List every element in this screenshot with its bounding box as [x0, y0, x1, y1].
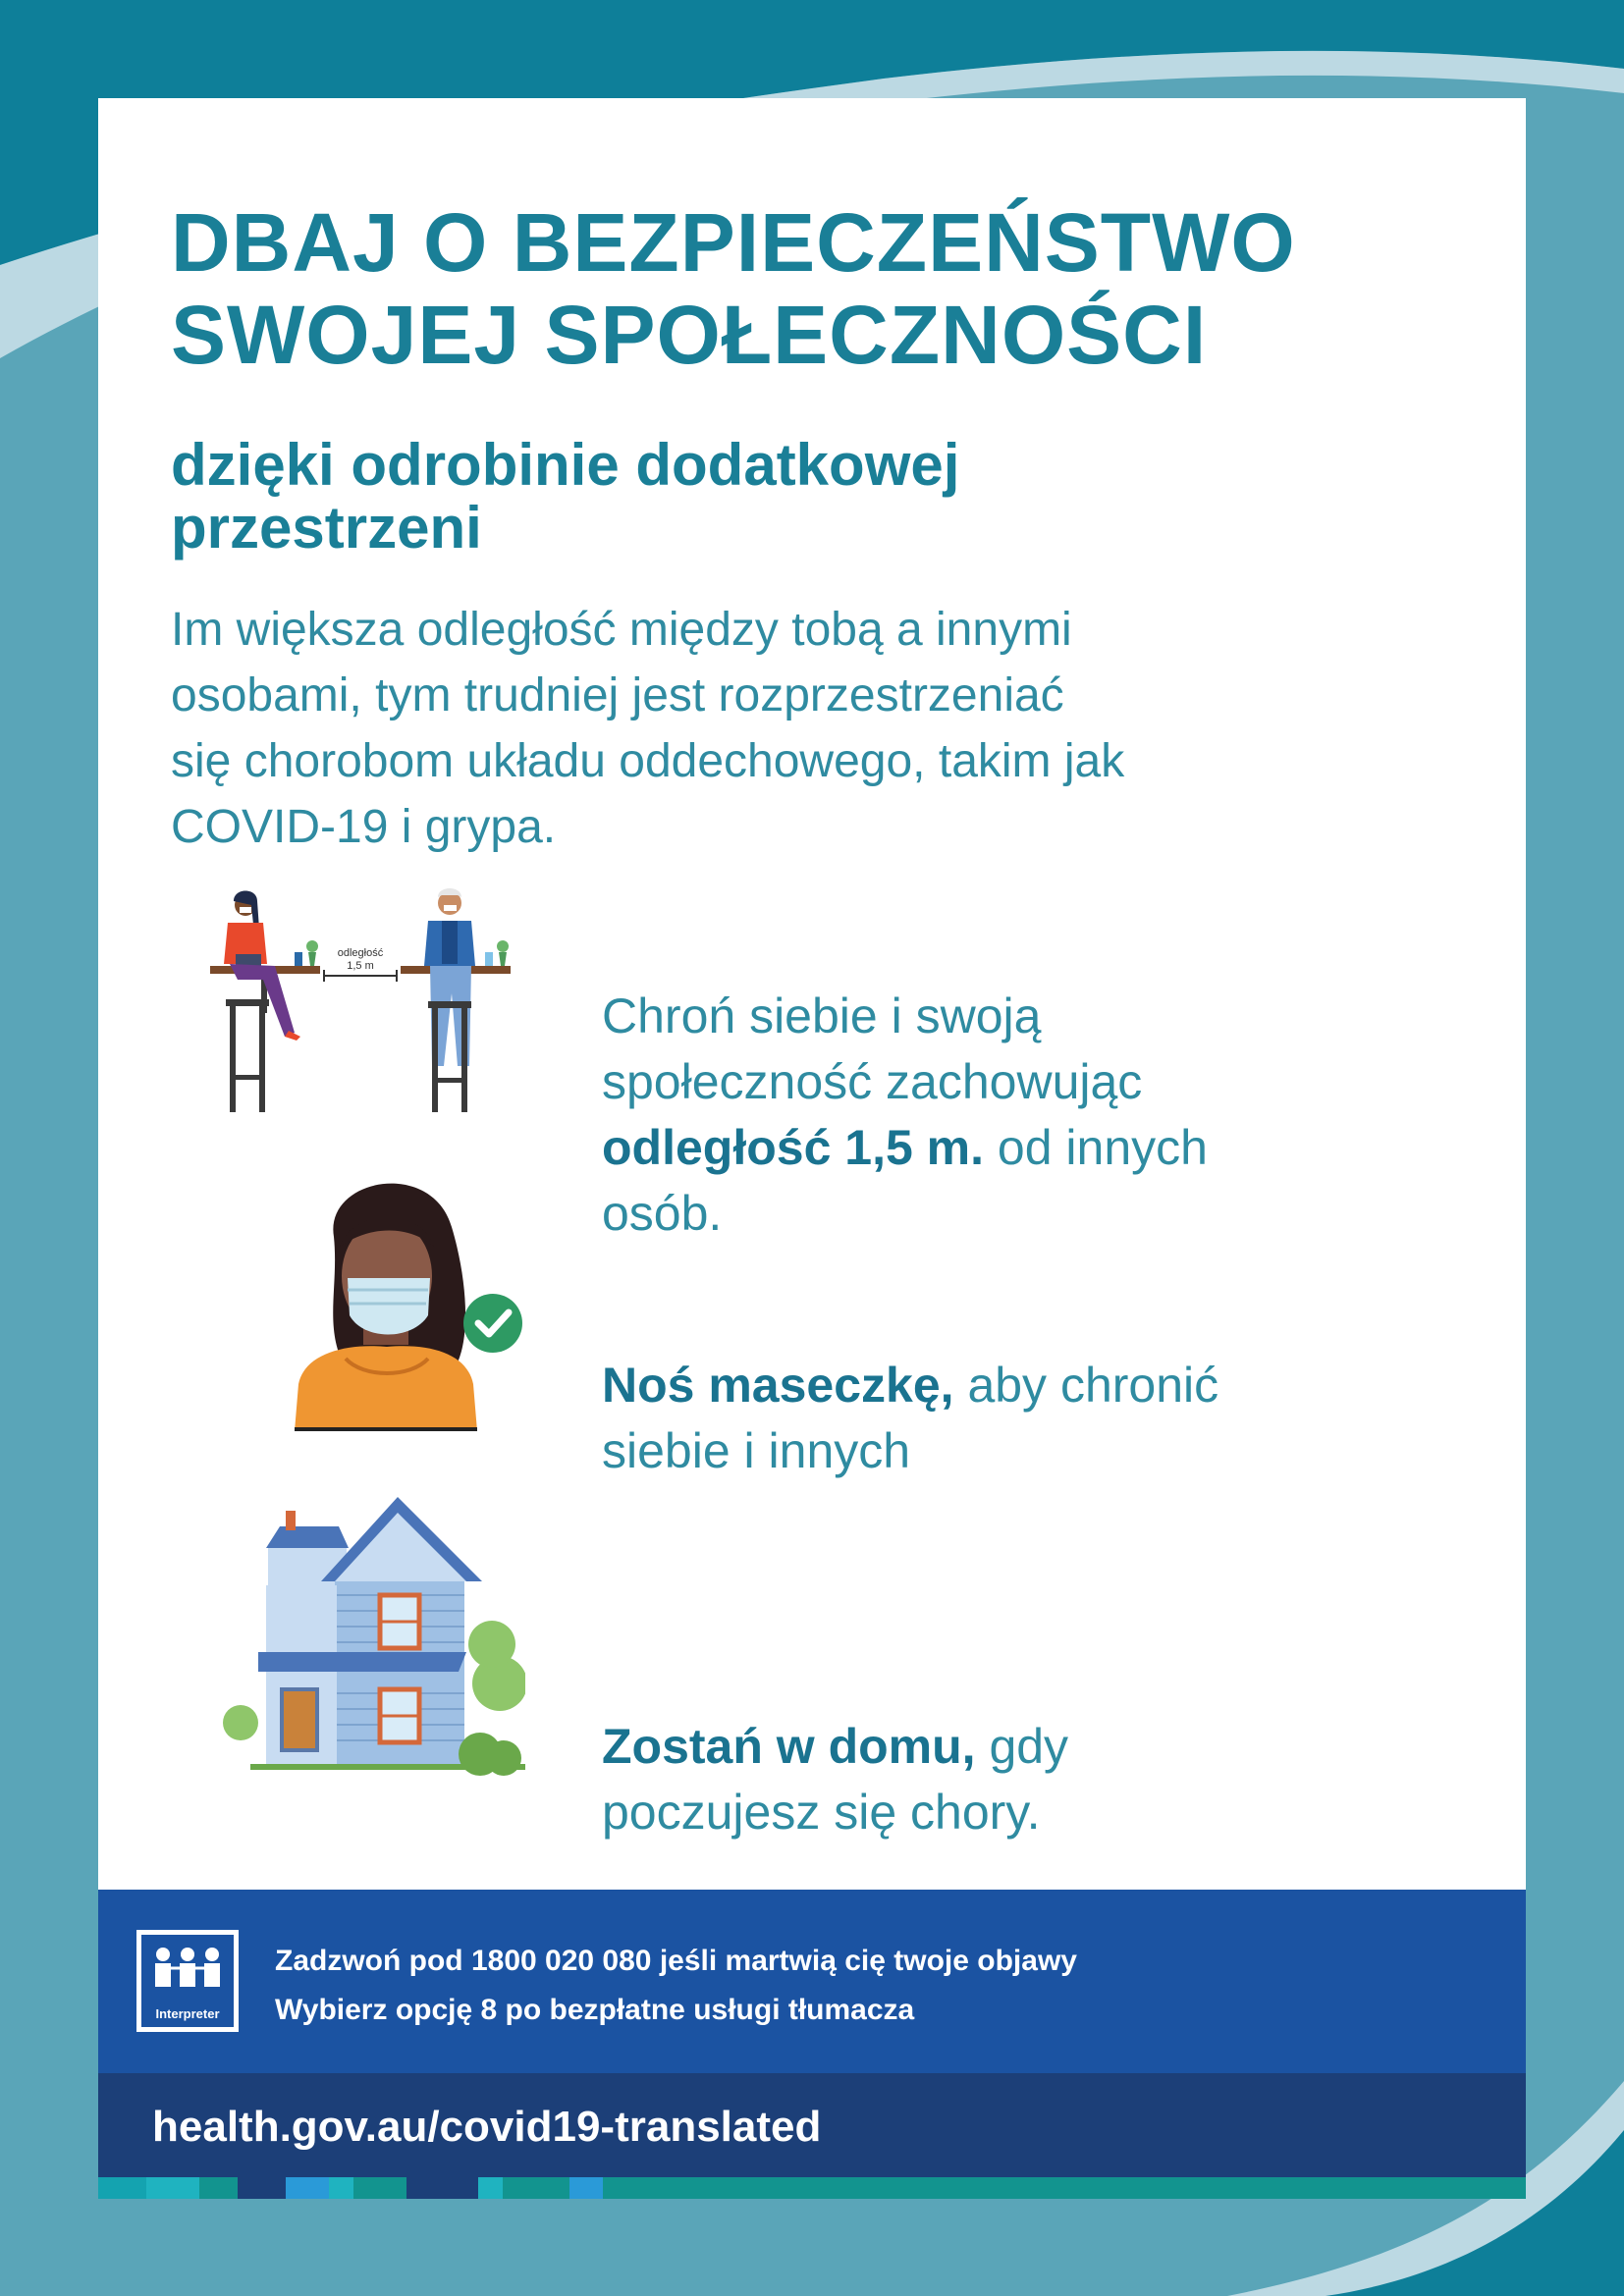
- mask-item-line-2: siebie i innych: [602, 1423, 911, 1478]
- stay-home-item-line-1: [602, 1714, 1068, 1780]
- check-icon: [463, 1294, 522, 1353]
- mask-item-bold: Noś maseczkę,: [602, 1358, 954, 1413]
- mask-item-text: [602, 1353, 1218, 1484]
- stay-home-item-bold: Zostań w domu,: [602, 1719, 976, 1774]
- distance-item-text: [602, 984, 1208, 1247]
- stay-home-item-line-1-rest: gdy: [975, 1719, 1069, 1774]
- helpline-line-1: Zadzwoń pod 1800 020 080 jeśli martwią cię twoje objawy: [275, 1945, 1077, 1977]
- interpreter-label: Interpreter: [155, 2006, 220, 2021]
- helpline-line-2: Wybierz opcję 8 po bezpłatne usługi tłumacza: [275, 1994, 915, 2026]
- website-url[interactable]: health.gov.au/covid19-translated: [152, 2103, 822, 2151]
- mask-item-line-1-rest: aby chronić: [953, 1358, 1219, 1413]
- title-line-2: SWOJEJ SPOŁECZNOŚCI: [171, 289, 1208, 381]
- interpreter-icon: [136, 1930, 239, 2032]
- decorative-color-strip: [98, 2177, 1526, 2199]
- helpline-text: [275, 1937, 1077, 2035]
- poster-title: [171, 196, 1296, 381]
- url-bar: [98, 2073, 1526, 2177]
- poster-card: [98, 98, 1526, 2199]
- distance-item-line-3: [602, 1115, 1208, 1181]
- distance-label-line-2: 1,5 m: [347, 960, 374, 972]
- intro-line-1: Im większa odległość między tobą a innymi: [171, 604, 1072, 656]
- distance-item-bold: odległość 1,5 m.: [602, 1120, 985, 1175]
- intro-line-4: COVID-19 i grypa.: [171, 801, 557, 853]
- intro-line-2: osobami, tym trudniej jest rozprzestrzeniać: [171, 669, 1064, 721]
- mask-item-line-1: [602, 1353, 1218, 1418]
- stay-home-item-line-2: poczujesz się chory.: [602, 1785, 1041, 1840]
- distance-item-line-3-rest: od innych: [984, 1120, 1208, 1175]
- subtitle-line-1: dzięki odrobinie dodatkowej: [171, 432, 960, 498]
- intro-paragraph: [171, 597, 1124, 860]
- poster-subtitle: [171, 434, 959, 560]
- house-illustration: [221, 1497, 525, 1777]
- distance-label-line-1: odległość: [337, 947, 384, 959]
- distance-item-line-1: Chroń siebie i swoją: [602, 988, 1042, 1043]
- helpline-footer: [98, 1890, 1526, 2073]
- distance-item-line-2: społeczność zachowując: [602, 1054, 1143, 1109]
- title-line-1: DBAJ O BEZPIECZEŃSTWO: [171, 196, 1296, 289]
- distance-item-line-4: osób.: [602, 1186, 723, 1241]
- subtitle-line-2: przestrzeni: [171, 495, 482, 561]
- stay-home-item-text: [602, 1714, 1068, 1845]
- intro-line-3: się chorobom układu oddechowego, takim jak: [171, 735, 1125, 787]
- mask-illustration: [285, 1168, 530, 1433]
- distancing-illustration: [206, 883, 530, 1119]
